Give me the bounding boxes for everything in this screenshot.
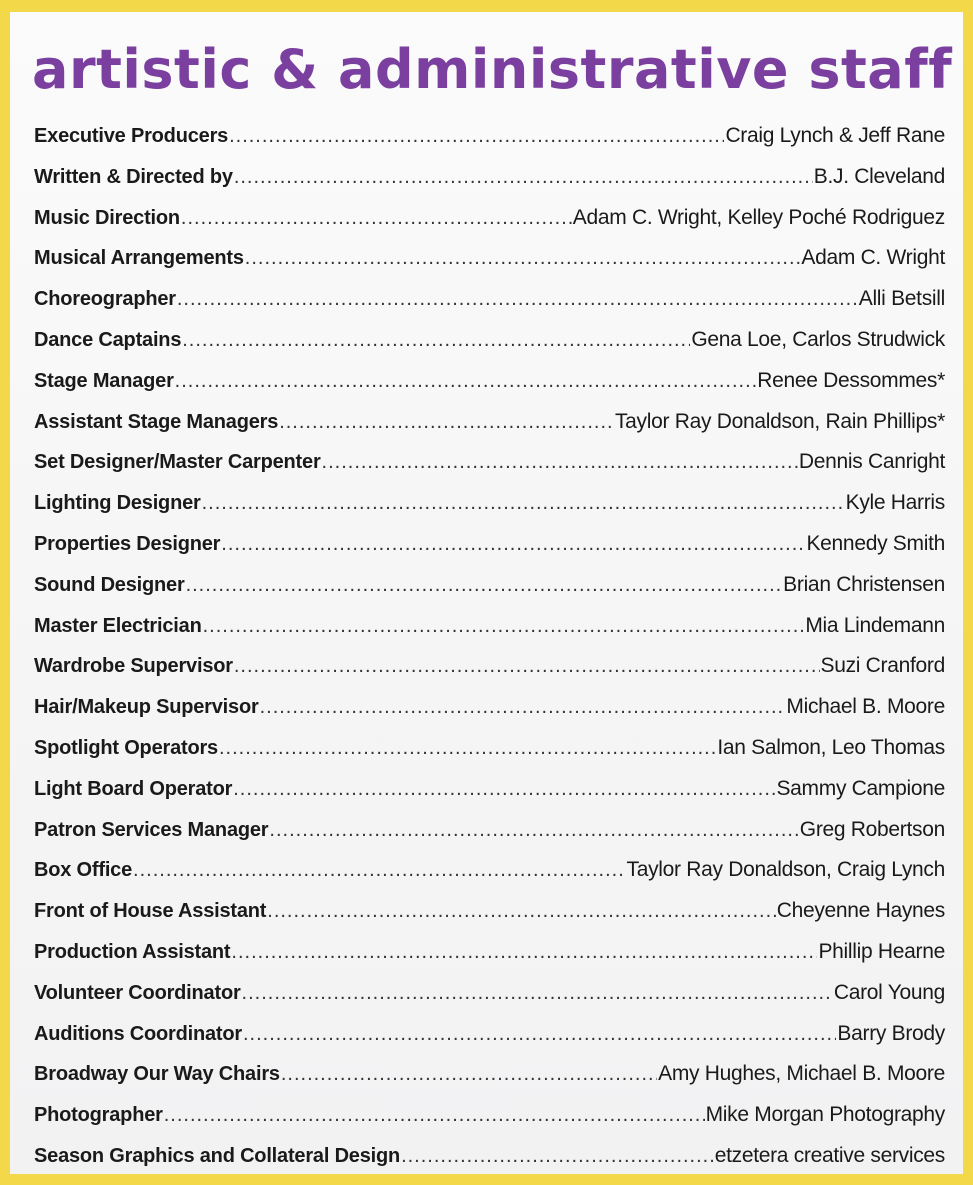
dot-leader bbox=[133, 859, 625, 882]
dot-leader bbox=[234, 655, 820, 678]
staff-role: Properties Designer bbox=[34, 532, 221, 555]
staff-name: Mike Morgan Photography bbox=[705, 1103, 945, 1127]
staff-row bbox=[34, 981, 945, 1022]
page-title: artistic & administrative staff bbox=[32, 38, 953, 101]
staff-name: Mia Lindemann bbox=[805, 613, 945, 637]
staff-row bbox=[34, 124, 945, 165]
staff-role: Front of House Assistant bbox=[34, 900, 267, 923]
dot-leader bbox=[182, 329, 690, 352]
staff-row bbox=[34, 369, 945, 410]
staff-role: Set Designer/Master Carpenter bbox=[34, 451, 321, 474]
staff-row bbox=[34, 287, 945, 328]
staff-name: Adam C. Wright bbox=[801, 246, 945, 270]
staff-role: Master Electrician bbox=[34, 614, 202, 637]
staff-row bbox=[34, 1103, 945, 1144]
staff-row bbox=[34, 246, 945, 287]
staff-name: Greg Robertson bbox=[799, 817, 945, 841]
staff-role: Wardrobe Supervisor bbox=[34, 655, 233, 678]
staff-role: Written & Directed by bbox=[34, 165, 233, 188]
staff-row bbox=[34, 165, 945, 206]
staff-name: Carol Young bbox=[833, 980, 945, 1004]
staff-name: Renee Dessommes* bbox=[757, 368, 945, 392]
dot-leader bbox=[279, 411, 614, 434]
dot-leader bbox=[281, 1063, 657, 1086]
staff-role: Patron Services Manager bbox=[34, 818, 269, 841]
staff-row bbox=[34, 736, 945, 777]
staff-list bbox=[34, 124, 945, 1185]
staff-row bbox=[34, 858, 945, 899]
dot-leader bbox=[401, 1145, 714, 1168]
dot-leader bbox=[245, 247, 801, 270]
staff-role: Volunteer Coordinator bbox=[34, 981, 241, 1004]
staff-row bbox=[34, 532, 945, 573]
staff-row bbox=[34, 1022, 945, 1063]
staff-name: Dennis Canright bbox=[798, 450, 945, 474]
dot-leader bbox=[233, 778, 775, 801]
staff-row bbox=[34, 654, 945, 695]
dot-leader bbox=[243, 1023, 836, 1046]
staff-role: Assistant Stage Managers bbox=[34, 410, 279, 433]
staff-name: Adam C. Wright, Kelley Poché Rodriguez bbox=[572, 205, 945, 229]
dot-leader bbox=[186, 574, 783, 597]
dot-leader bbox=[177, 288, 858, 311]
staff-name: B.J. Cleveland bbox=[813, 164, 945, 188]
staff-role: Dance Captains bbox=[34, 328, 182, 351]
staff-role: Choreographer bbox=[34, 288, 176, 311]
staff-row bbox=[34, 695, 945, 736]
staff-name: Gena Loe, Carlos Strudwick bbox=[691, 327, 945, 351]
staff-role: Broadway Our Way Chairs bbox=[34, 1063, 280, 1086]
staff-role: Production Assistant bbox=[34, 940, 231, 963]
staff-name: Michael B. Moore bbox=[786, 695, 945, 719]
staff-name: Taylor Ray Donaldson, Craig Lynch bbox=[626, 858, 945, 882]
staff-name: Suzi Cranford bbox=[820, 654, 945, 678]
staff-row bbox=[34, 573, 945, 614]
dot-leader bbox=[221, 533, 805, 556]
staff-row bbox=[34, 899, 945, 940]
staff-name: Cheyenne Haynes bbox=[776, 899, 945, 923]
dot-leader bbox=[219, 737, 716, 760]
staff-role: Music Direction bbox=[34, 206, 180, 229]
dot-leader bbox=[202, 492, 845, 515]
staff-name: Amy Hughes, Michael B. Moore bbox=[658, 1062, 945, 1086]
staff-role: Sound Designer bbox=[34, 573, 185, 596]
staff-role: Stage Manager bbox=[34, 369, 174, 392]
staff-name: Barry Brody bbox=[837, 1021, 945, 1045]
staff-name: Alli Betsill bbox=[858, 287, 945, 311]
dot-leader bbox=[322, 451, 798, 474]
staff-row bbox=[34, 777, 945, 818]
staff-row bbox=[34, 1144, 945, 1185]
dot-leader bbox=[260, 696, 786, 719]
staff-row bbox=[34, 940, 945, 981]
staff-row bbox=[34, 491, 945, 532]
staff-row bbox=[34, 450, 945, 491]
staff-row bbox=[34, 206, 945, 247]
dot-leader bbox=[231, 941, 817, 964]
dot-leader bbox=[234, 166, 813, 189]
dot-leader bbox=[181, 207, 572, 230]
staff-name: Phillip Hearne bbox=[818, 939, 945, 963]
staff-role: Photographer bbox=[34, 1104, 163, 1127]
staff-name: Kyle Harris bbox=[845, 491, 945, 515]
staff-row bbox=[34, 328, 945, 369]
staff-role: Light Board Operator bbox=[34, 777, 233, 800]
dot-leader bbox=[175, 370, 757, 393]
dot-leader bbox=[229, 125, 724, 148]
dot-leader bbox=[267, 900, 775, 923]
staff-name: Kennedy Smith bbox=[806, 531, 945, 555]
staff-role: Lighting Designer bbox=[34, 492, 201, 515]
staff-role: Spotlight Operators bbox=[34, 736, 218, 759]
dot-leader bbox=[242, 982, 833, 1005]
staff-row bbox=[34, 1062, 945, 1103]
dot-leader bbox=[269, 819, 798, 842]
staff-role: Auditions Coordinator bbox=[34, 1022, 242, 1045]
staff-name: Brian Christensen bbox=[783, 572, 945, 596]
staff-role: Executive Producers bbox=[34, 125, 229, 147]
staff-name: etzetera creative services bbox=[714, 1143, 945, 1167]
staff-row bbox=[34, 410, 945, 451]
dot-leader bbox=[164, 1104, 705, 1127]
dot-leader bbox=[203, 615, 805, 638]
staff-row bbox=[34, 818, 945, 859]
staff-name: Sammy Campione bbox=[776, 776, 945, 800]
staff-row bbox=[34, 614, 945, 655]
staff-name: Ian Salmon, Leo Thomas bbox=[717, 735, 945, 759]
staff-role: Box Office bbox=[34, 859, 133, 882]
staff-role: Hair/Makeup Supervisor bbox=[34, 696, 259, 719]
staff-role: Season Graphics and Collateral Design bbox=[34, 1144, 401, 1167]
staff-name: Craig Lynch & Jeff Rane bbox=[725, 124, 945, 147]
staff-role: Musical Arrangements bbox=[34, 247, 244, 270]
staff-name: Taylor Ray Donaldson, Rain Phillips* bbox=[614, 409, 945, 433]
